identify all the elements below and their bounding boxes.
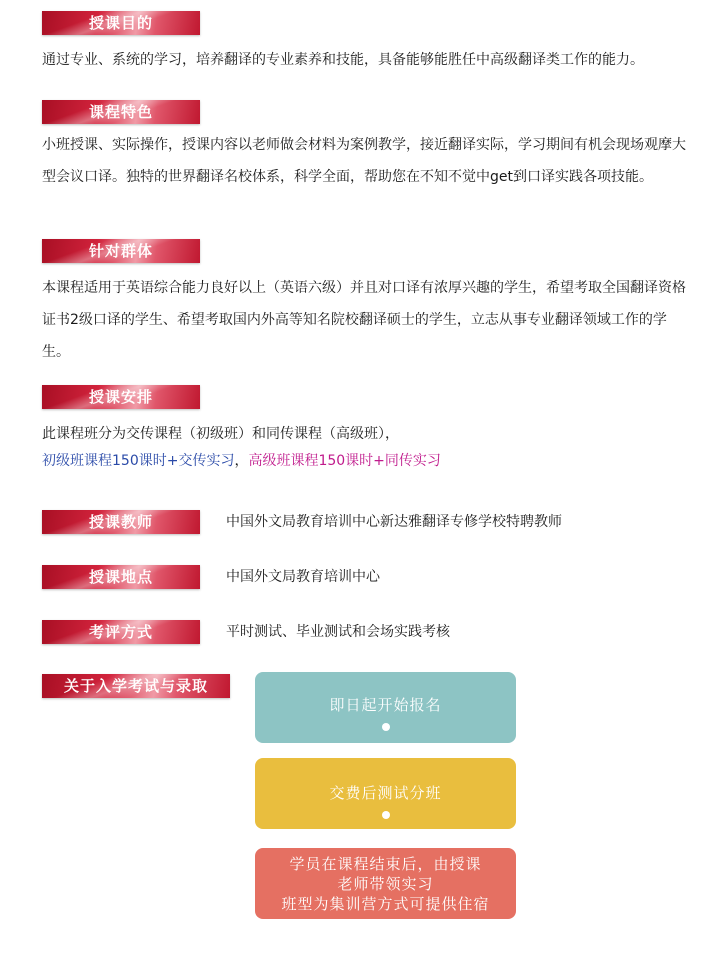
step-dot-icon: [382, 723, 390, 731]
assessment-text: 平时测试、毕业测试和会场实践考核: [226, 624, 450, 640]
senior-class-text: 高级班课程150课时+同传实习: [248, 453, 441, 469]
step-test-label: 交费后测试分班: [329, 784, 442, 802]
step-dot-icon: [382, 811, 390, 819]
step-register-label: 即日起开始报名: [329, 696, 442, 714]
section-banner-admission: 关于入学考试与录取: [42, 674, 230, 698]
class-separator: ，: [234, 453, 249, 469]
step-test: [255, 758, 516, 829]
features-text: 小班授课、实际操作，授课内容以老师做会材料为案例教学，接近翻译实际，学习期间有机会现场观摩大型会议口译。独特的世界翻译名校体系，科学全面，帮助您在不知不觉中get到口译实践各项技能。: [42, 137, 686, 185]
section-banner-purpose: 授课目的: [42, 11, 200, 35]
purpose-text: 通过专业、系统的学习，培养翻译的专业素养和技能，具备能够能胜任中高级翻译类工作的能力。: [42, 52, 644, 68]
section-banner-features: 课程特色: [42, 100, 200, 124]
teacher-text: 中国外文局教育培训中心新达雅翻译专修学校特聘教师: [226, 514, 562, 530]
location-text: 中国外文局教育培训中心: [226, 569, 380, 585]
arrangement-intro: 此课程班分为交传课程（初级班）和同传课程（高级班），: [42, 426, 399, 442]
step-register: [255, 672, 516, 743]
section-banner-arrangement: 授课安排: [42, 385, 200, 409]
section-banner-audience: 针对群体: [42, 239, 200, 263]
step-internship-line-1: 学员在课程结束后，由授课: [289, 855, 482, 873]
section-banner-assessment: 考评方式: [42, 620, 200, 644]
junior-class-text: 初级班课程150课时+交传实习: [42, 453, 235, 469]
step-internship-line-3: 班型为集训营方式可提供住宿: [281, 895, 490, 913]
section-banner-teacher: 授课教师: [42, 510, 200, 534]
section-banner-location: 授课地点: [42, 565, 200, 589]
step-internship-line-2: 老师带领实习: [337, 875, 434, 893]
audience-text: 本课程适用于英语综合能力良好以上（英语六级）并且对口译有浓厚兴趣的学生，希望考取全国翻译资格证书2级口译的学生、希望考取国内外高等知名院校翻译硕士的学生，立志从事专业翻译领域工作的学生。: [42, 280, 686, 360]
step-internship: [255, 848, 516, 919]
arrangement-classes: [42, 451, 441, 471]
